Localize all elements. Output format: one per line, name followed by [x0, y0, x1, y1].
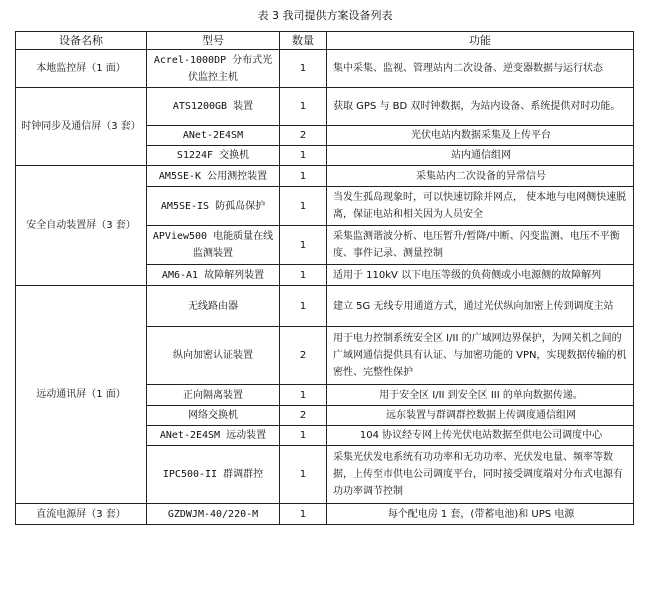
model-cell: APView500 电能质量在线监测装置 — [147, 226, 280, 265]
function-cell: 采集监测谐波分析、电压暂升/暂降/中断、闪变监测、电压不平衡度、事件记录、测量控制 — [327, 226, 634, 265]
quantity-cell: 1 — [280, 226, 327, 265]
table-title: 表 3 我司提供方案设备列表 — [257, 9, 393, 22]
model-cell: AM5SE-K 公用测控装置 — [147, 166, 280, 187]
function-cell: 适用于 110kV 以下电压等级的负荷侧或小电源侧的故障解列 — [327, 265, 634, 286]
model-cell: AM6-A1 故障解列装置 — [147, 265, 280, 286]
model-cell: 纵向加密认证装置 — [147, 327, 280, 385]
function-cell: 光伏电站内数据采集及上传平台 — [327, 126, 634, 146]
quantity-cell: 1 — [280, 166, 327, 187]
header-device-name: 设备名称 — [16, 32, 147, 50]
device-name-cell: 直流电源屏（3 套） — [16, 504, 147, 525]
model-cell: GZDWJM-40/220-M — [147, 504, 280, 525]
device-name-cell: 时钟同步及通信屏（3 套） — [16, 88, 147, 166]
table-row — [16, 286, 634, 327]
function-cell: 建立 5G 无线专用通道方式，通过光伏纵向加密上传到调度主站 — [327, 286, 634, 327]
function-cell: 用于电力控制系统安全区 I/II 的广域网边界保护，为网关机之间的广域网通信提供具有认证、与加密功能的 VPN，实现数据传输的机密性、完整性保护 — [327, 327, 634, 385]
header-function: 功能 — [327, 32, 634, 50]
table-row — [16, 88, 634, 126]
function-cell: 当发生孤岛现象时，可以快速切除并网点， 使本地与电网侧快速脱离，保证电站和相关因为人员安全 — [327, 187, 634, 226]
header-quantity: 数量 — [280, 32, 327, 50]
quantity-cell: 1 — [280, 265, 327, 286]
equipment-table — [15, 31, 634, 525]
model-cell: Acrel-1000DP 分布式光伏监控主机 — [147, 50, 280, 88]
table-row — [16, 50, 634, 88]
function-cell: 采集光伏发电系统有功功率和无功功率、光伏发电量、频率等数据，上传至市供电公司调度平台，同时接受调度端对分布式电源有功功率调节控制 — [327, 446, 634, 504]
table-row — [16, 504, 634, 525]
function-cell: 获取 GPS 与 BD 双时钟数据，为站内设备、系统提供对时功能。 — [327, 88, 634, 126]
quantity-cell: 1 — [280, 504, 327, 525]
header-model: 型号 — [147, 32, 280, 50]
function-cell: 104 协议经专网上传光伏电站数据至供电公司调度中心 — [327, 426, 634, 446]
model-cell: 无线路由器 — [147, 286, 280, 327]
function-cell: 用于安全区 I/II 到安全区 III 的单向数据传递。 — [327, 385, 634, 406]
quantity-cell: 1 — [280, 446, 327, 504]
model-cell: ATS1200GB 装置 — [147, 88, 280, 126]
quantity-cell: 1 — [280, 286, 327, 327]
model-cell: IPC500-II 群调群控 — [147, 446, 280, 504]
model-cell: ANet-2E4SM — [147, 126, 280, 146]
quantity-cell: 2 — [280, 406, 327, 426]
quantity-cell: 1 — [280, 426, 327, 446]
function-cell: 采集站内二次设备的异常信号 — [327, 166, 634, 187]
function-cell: 集中采集、监视、管理站内二次设备、逆变器数据与运行状态 — [327, 50, 634, 88]
device-name-cell: 安全自动装置屏（3 套） — [16, 166, 147, 286]
quantity-cell: 1 — [280, 88, 327, 126]
quantity-cell: 1 — [280, 385, 327, 406]
model-cell: ANet-2E4SM 远动装置 — [147, 426, 280, 446]
model-cell: AM5SE-IS 防孤岛保护 — [147, 187, 280, 226]
model-cell: 正向隔离装置 — [147, 385, 280, 406]
model-cell: S1224F 交换机 — [147, 146, 280, 166]
function-cell: 远东装置与群调群控数据上传调度通信组网 — [327, 406, 634, 426]
device-name-cell: 本地监控屏（1 面） — [16, 50, 147, 88]
function-cell: 站内通信组网 — [327, 146, 634, 166]
model-cell: 网络交换机 — [147, 406, 280, 426]
quantity-cell: 2 — [280, 126, 327, 146]
quantity-cell: 1 — [280, 187, 327, 226]
quantity-cell: 1 — [280, 50, 327, 88]
quantity-cell: 1 — [280, 146, 327, 166]
function-cell: 每个配电房 1 套，(带蓄电池)和 UPS 电源 — [327, 504, 634, 525]
device-name-cell: 远动通讯屏（1 面） — [16, 286, 147, 504]
table-row — [16, 166, 634, 187]
quantity-cell: 2 — [280, 327, 327, 385]
